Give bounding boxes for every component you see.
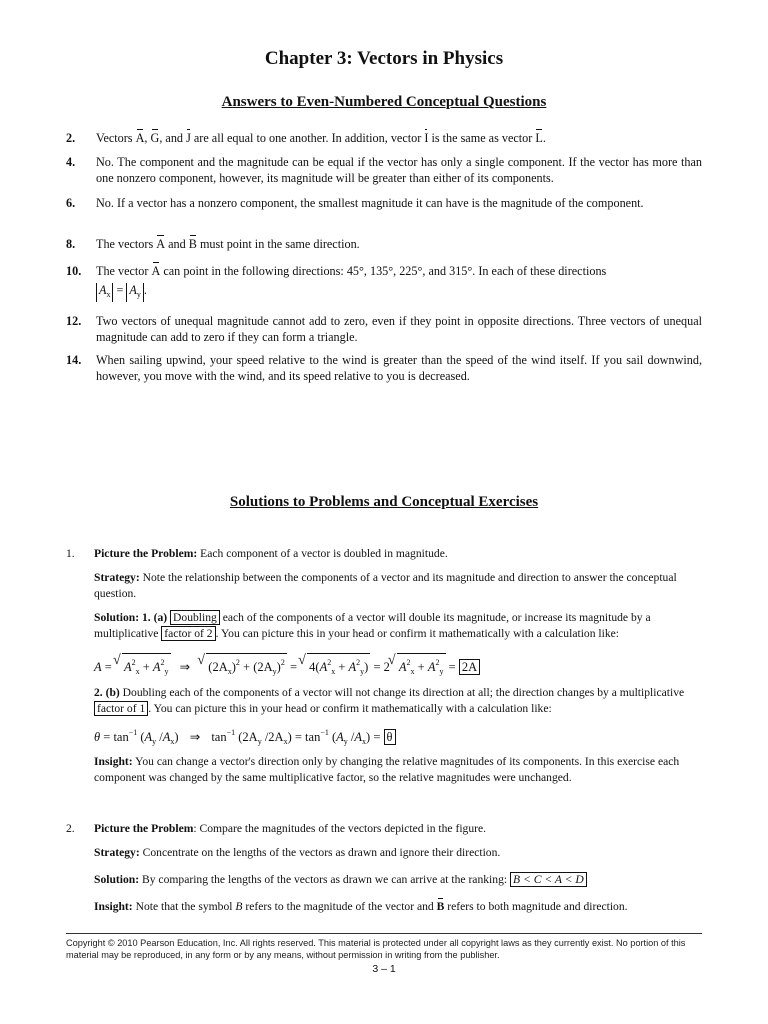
component-equation: $A_x = A_y$ . xyxy=(96,282,147,302)
vector-symbol: L xyxy=(535,131,543,145)
answer-text: is the same as vector xyxy=(428,131,536,145)
answer-number: 10. xyxy=(66,264,82,278)
vector-symbol: A xyxy=(135,131,145,145)
boxed-answer: 2A xyxy=(459,659,480,675)
picture-the-problem: Picture the Problem: Each component of a vector is doubled in magnitude. xyxy=(94,547,448,560)
answer-text: No. If a vector has a nonzero component, the smallest magnitude it can have is the magnitude of the component. xyxy=(96,196,644,210)
answer-number: 2. xyxy=(66,131,76,145)
section-heading-solutions: Solutions to Problems and Conceptual Exercises xyxy=(229,494,539,510)
answer-text: and xyxy=(165,237,189,251)
problem-number: 1. xyxy=(66,547,75,560)
answer-14 xyxy=(66,352,702,384)
problem-1-part-b xyxy=(66,685,702,717)
page-number: 3 – 1 xyxy=(372,963,396,975)
picture-the-problem: Picture the Problem: Compare the magnitudes of the vectors depicted in the figure. xyxy=(94,822,487,835)
answer-6 xyxy=(66,195,702,211)
problem-number: 2. xyxy=(66,822,75,835)
footer-divider xyxy=(66,933,702,934)
answer-text: are all equal to one another. In addition, vector xyxy=(190,131,425,145)
answer-text: Vectors xyxy=(96,131,136,145)
answer-4 xyxy=(66,154,702,186)
answer-text: , and xyxy=(159,131,187,145)
insight: Insight: Note that the symbol B refers to the magnitude of the vector and B refers to both magnitude and direction. xyxy=(94,900,628,913)
vector-symbol: B xyxy=(188,237,197,251)
solution-b: 2. (b) Doubling each of the components of a vector will not change its direction at all; the direction changes by a multiplicative factor of 1 . You can picture this in your head or confirm it mathematically with a calculation like: xyxy=(94,686,685,715)
equation-direction: $\theta = \tan^{-1} (A_y$ $/A_x$) ⇒ $\tan^{-1} (2A_y$ $/2A_x) = \tan^{-1} (A_y$ $/A_x) = \theta$ xyxy=(94,724,396,751)
vector-symbol: J xyxy=(186,131,191,145)
answer-number: 6. xyxy=(66,196,76,210)
answer-12 xyxy=(66,313,702,345)
boxed-answer: θ xyxy=(384,729,396,745)
answer-2 xyxy=(66,130,702,146)
problem-2 xyxy=(66,821,702,915)
answer-number: 8. xyxy=(66,237,76,251)
equation-magnitude: A = √ $A^2_x + A^2_y$ ⇒ √ $(2A_x)^2 + (2A_y)^2$ = √ $4(A^2_x + A^2_y) = 2√$ $A^2_x + A^2_y = 2A$ xyxy=(94,653,480,681)
answer-number: 4. xyxy=(66,155,76,169)
solution: Solution: By comparing the lengths of the vectors as drawn we can arrive at the ranking: B < C < A < D xyxy=(94,872,702,888)
answer-text: When sailing upwind, your speed relative to the wind is greater than the speed of the wind itself. If you sail downwind, however, you move with the wind, and its speed relative to you is decreased. xyxy=(96,353,702,383)
answer-text: The vector xyxy=(96,264,152,278)
page-title: Chapter 3: Vectors in Physics xyxy=(264,48,504,69)
problem-1-insight: Insight: You can change a vector's direction only by changing the relative magnitudes of its components. In this exercise each component was changed by the same multiplicative factor, so the relative magnitudes were unchanged. xyxy=(94,755,680,784)
section-heading-answers: Answers to Even-Numbered Conceptual Questions xyxy=(221,94,547,110)
answer-text: No. The component and the magnitude can be equal if the vector has only a single component. If the vector has more than one nonzero component, however, its magnitude will be greater than either of its components. xyxy=(96,155,702,185)
vector-symbol: A xyxy=(156,237,166,251)
answer-text: The vectors xyxy=(96,237,157,251)
answer-text: can point in the following directions: 45°, 135°, 225°, and 315°. In each of these directions xyxy=(160,264,607,278)
answer-10 xyxy=(66,263,702,302)
answer-number: 14. xyxy=(66,353,82,367)
vector-symbol: A xyxy=(151,264,161,278)
answer-number: 12. xyxy=(66,314,82,328)
vector-symbol: G xyxy=(150,131,160,145)
answer-text: , xyxy=(144,131,151,145)
answer-text: Two vectors of unequal magnitude cannot add to zero, even if they point in opposite directions. Three vectors of unequal magnitude can add to zero if they can form a triangle. xyxy=(96,314,702,344)
answer-8 xyxy=(66,236,702,252)
answer-text: must point in the same direction. xyxy=(196,237,360,251)
strategy: Strategy: Note the relationship between the components of a vector and its magnitude and direction to answer the conceptual question. xyxy=(94,571,677,600)
solution-a: Solution: 1. (a) Doubling each of the components of a vector will double its magnitude, or increase its magnitude by a multiplicative factor of 2 . You can picture this in your head or confirm it mathematically with a calculation like: xyxy=(94,611,651,640)
answer-text: . xyxy=(542,131,546,145)
vector-symbol: I xyxy=(424,131,429,145)
strategy: Strategy: Concentrate on the lengths of the vectors as drawn and ignore their direction. xyxy=(94,846,501,859)
copyright-notice: Copyright © 2010 Pearson Education, Inc. All rights reserved. This material is protected under all copyright laws as they currently exist. No portion of this material may be reproduced, in any form or by any means, without permission in writing from the publisher. xyxy=(66,938,686,960)
problem-1 xyxy=(66,546,702,642)
boxed-answer: B < C < A < D xyxy=(510,872,587,887)
